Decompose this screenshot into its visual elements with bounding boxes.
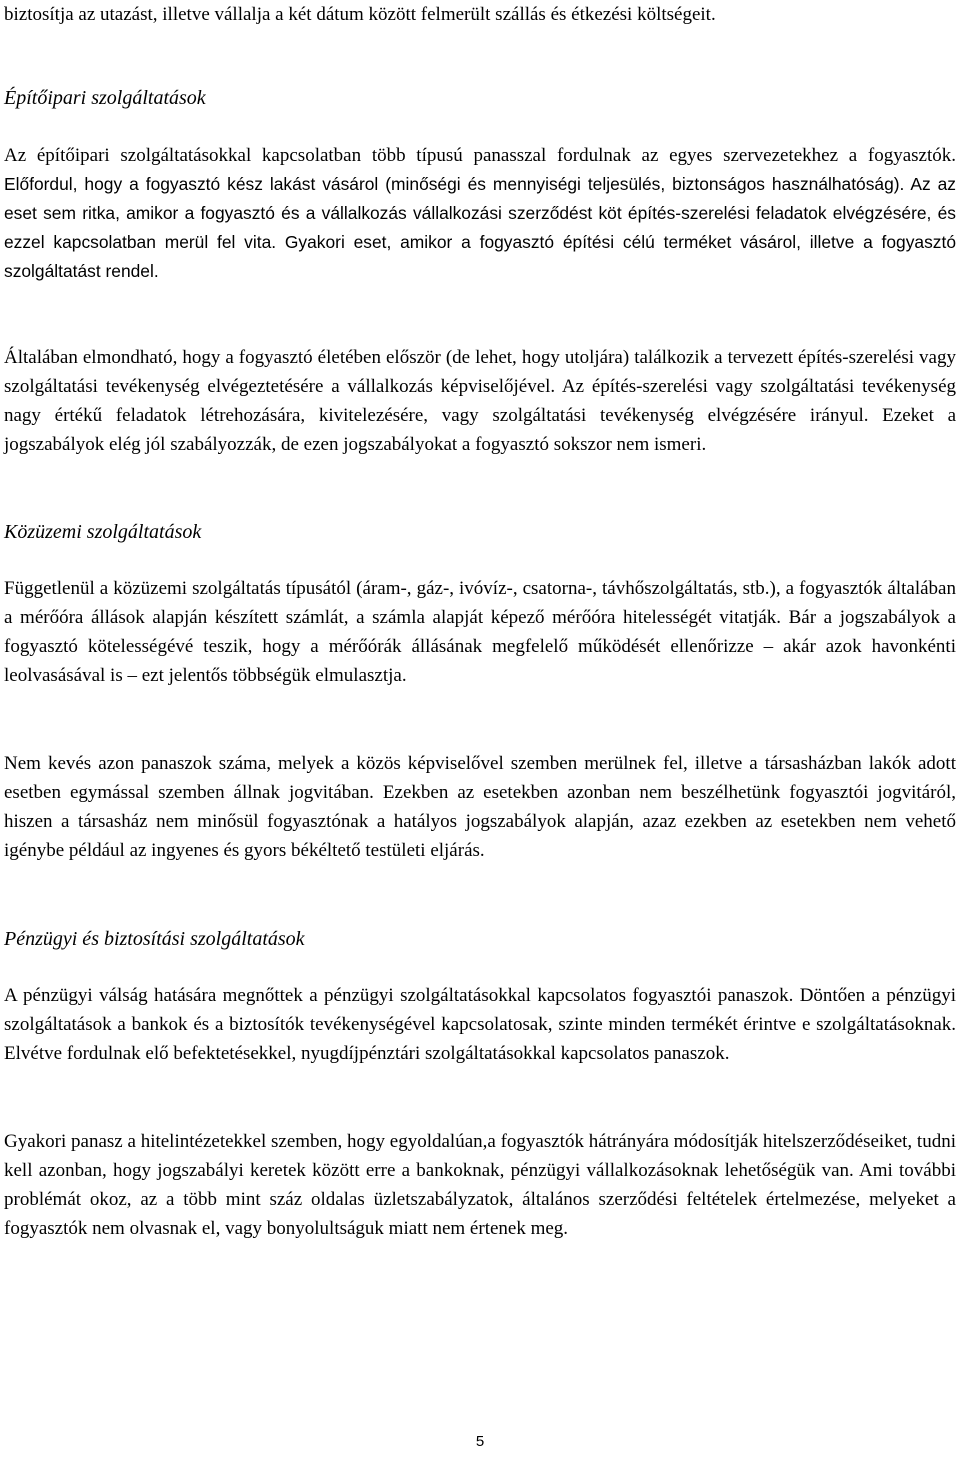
section-heading-construction: Építőipari szolgáltatások <box>4 87 206 109</box>
page-number: 5 <box>475 1433 485 1450</box>
construction-paragraph-1 <box>4 141 956 286</box>
construction-paragraph-1-sans: Előfordul, hogy a fogyasztó kész lakást vásárol (minőségi és mennyiségi teljesülés, biztonságos használhatóság). Az az eset sem ritka, amikor a fogyasztó és a vállalkozás vállalkozási szerződést köt építés-szerelési feladatok elvégzésére, és ezzel kapcsolatban merül fel vita. Gyakori eset, amikor a fogyasztó építési célú terméket vásárol, illetve a fogyasztó szolgáltatást rendel. <box>4 174 956 281</box>
utilities-paragraph-2: Nem kevés azon panaszok száma, melyek a közös képviselővel szemben merülnek fel, illetve a társasházban lakók adott esetben egymással szemben állnak jogvitában. Ezekben az esetekben azonban nem beszélhetünk fogyasztói jogvitáról, hiszen a társasház nem minősül fogyasztónak a hatályos jogszabályok alapján, azaz ezekben az esetekben nem vehető igénybe például az ingyenes és gyors békéltető testületi eljárás. <box>4 753 956 861</box>
construction-paragraph-1-serif: Az építőipari szolgáltatásokkal kapcsolatban több típusú panasszal fordulnak az egyes szervezetekhez a fogyasztók. <box>4 145 956 166</box>
section-heading-utilities: Közüzemi szolgáltatások <box>4 521 202 543</box>
construction-paragraph-2: Általában elmondható, hogy a fogyasztó életében először (de lehet, hogy utoljára) találkozik a tervezett építés-szerelési vagy szolgáltatási tevékenység elvégeztetésére a vállalkozás képviselőjével. Az építés-szerelési vagy szolgáltatási tevékenység nagy értékű feladatok létrehozására, kivitelezésére, vagy szolgáltatási tevékenység elvégzésére irányul. Ezeket a jogszabályok elég jól szabályozzák, de ezen jogszabályokat a fogyasztó sokszor nem ismeri. <box>4 347 956 455</box>
intro-paragraph: biztosítja az utazást, illetve vállalja a két dátum között felmerült szállás és étkezési költségeit. <box>4 4 716 25</box>
section-heading-finance: Pénzügyi és biztosítási szolgáltatások <box>4 928 305 950</box>
document-page <box>4 0 956 1460</box>
finance-paragraph-1: A pénzügyi válság hatására megnőttek a pénzügyi szolgáltatásokkal kapcsolatos fogyasztói panaszok. Döntően a pénzügyi szolgáltatások a bankok és a biztosítók tevékenységével kapcsolatosak, szinte minden termékét érintve e szolgáltatásoknak. Elvétve fordulnak elő befektetésekkel, nyugdíjpénztári szolgáltatásokkal kapcsolatos panaszok. <box>4 985 956 1064</box>
finance-paragraph-2: Gyakori panasz a hitelintézetekkel szemben, hogy egyoldalúan,a fogyasztók hátrányára módosítják hitelszerződéseiket, tudni kell azonban, hogy jogszabályi keretek között erre a bankoknak, pénzügyi vállalkozásoknak lehetőségük van. Ami további problémát okoz, az a több mint száz oldalas üzletszabályzatok, általános szerződési feltételek értelmezése, melyeket a fogyasztók nem olvasnak el, vagy bonyolultságuk miatt nem értenek meg. <box>4 1131 956 1239</box>
utilities-paragraph-1: Függetlenül a közüzemi szolgáltatás típusától (áram-, gáz-, ivóvíz-, csatorna-, távhőszolgáltatás, stb.), a fogyasztók általában a mérőóra állások alapján készített számlát, a számla alapját képező mérőóra hitelességét vitatják. Bár a jogszabályok a fogyasztó kötelességévé teszik, hogy a mérőórák állásának megfelelő működését ellenőrizze – akár azok havonkénti leolvasásával is – ezt jelentős többségük elmulasztja. <box>4 578 956 686</box>
